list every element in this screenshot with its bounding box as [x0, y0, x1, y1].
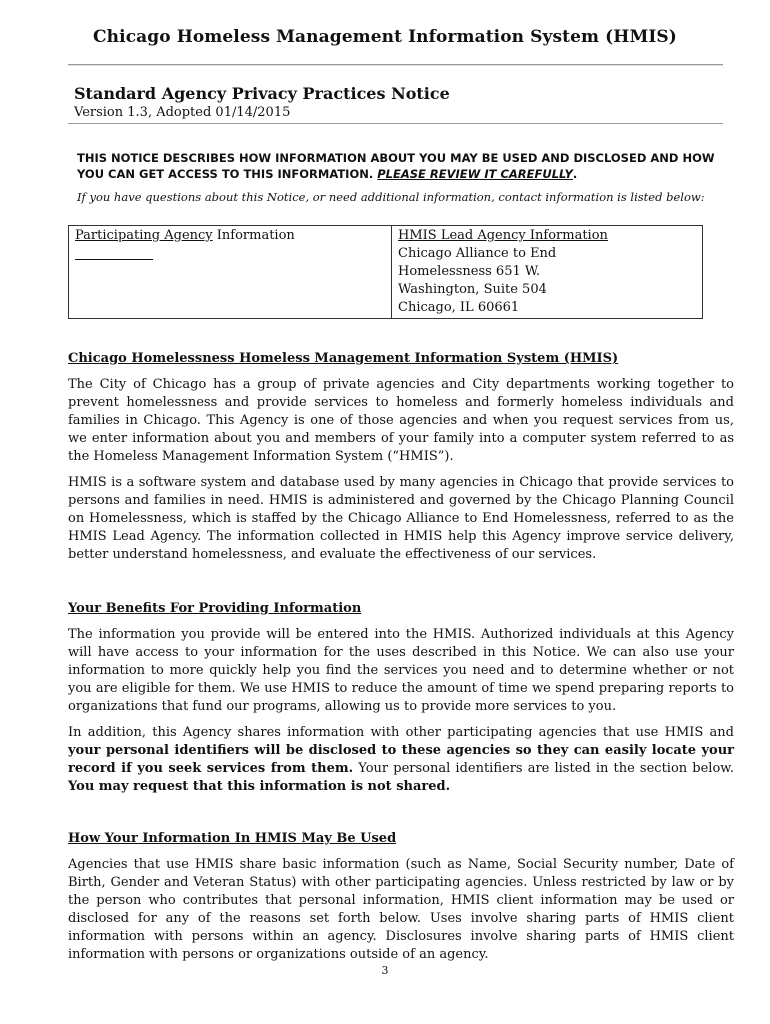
section-hmis-paragraph: HMIS is a software system and database used by many agencies in Chicago that provide services to persons and families in need. HMIS is administered and governed by the Chicago Planning Council on Homelessness, which is staffed by the Chicago Alliance to End Homelessness, referred to as the HMIS Lead Agency. The information collected in HMIS help this Agency improve service delivery, better understand homelessness, and evaluate the effectiveness of our services.: [68, 475, 734, 562]
version-divider: [68, 123, 723, 124]
notice-warning: [77, 150, 727, 182]
section-usage: [68, 830, 734, 964]
participating-agency-cell: [69, 226, 392, 319]
header-divider: [68, 64, 723, 66]
questions-note: If you have questions about this Notice, or need additional information, contact information is listed below:: [77, 190, 705, 204]
contact-info-table: [68, 225, 703, 319]
section-hmis-heading: Chicago Homelessness Homeless Management Information System (HMIS): [68, 351, 619, 366]
section-benefits-heading: Your Benefits For Providing Information: [68, 601, 362, 616]
section-benefits-paragraph: The information you provide will be entered into the HMIS. Authorized individuals at this Agency will have access to your information for the uses described in this Notice. We can also use your information to more quickly help you find the services you need and to determine whether or not you are eligible for them. We use HMIS to reduce the amount of time we spend preparing reports to organizations that fund our programs, allowing us to provide more services to you.: [68, 627, 734, 714]
benefits-bold-text: your personal identifiers will be disclosed to these agencies so they can easily locate your record if you seek services from them.: [68, 743, 734, 776]
section-benefits-paragraph: [68, 724, 734, 796]
lead-agency-line: Homelessness 651 W.: [398, 264, 541, 279]
lead-agency-heading: HMIS Lead Agency Information: [398, 228, 608, 243]
notice-version: Version 1.3, Adopted 01/14/2015: [74, 105, 291, 120]
benefits-text: In addition, this Agency shares information with other participating agencies that use HMIS and: [68, 725, 734, 740]
lead-agency-cell: [392, 226, 703, 319]
warning-emphasis: PLEASE REVIEW IT CAREFULLY: [377, 167, 573, 181]
section-usage-paragraph: Agencies that use HMIS share basic information (such as Name, Social Security number, Date of Birth, Gender and Veteran Status) with other participating agencies. Unless restricted by law or by the person who contributes that personal information, HMIS client information may be used or disclosed for any of the reasons set forth below. Uses involve sharing parts of HMIS client information with persons within an agency. Disclosures involve sharing parts of HMIS client information with persons or organizations outside of an agency.: [68, 857, 734, 962]
participating-agency-heading: Participating Agency: [75, 228, 213, 243]
lead-agency-line: Washington, Suite 504: [398, 282, 547, 297]
notice-title: Standard Agency Privacy Practices Notice: [74, 84, 450, 103]
benefits-text: Your personal identifiers are listed in the section below.: [353, 761, 734, 776]
warning-end: .: [572, 167, 578, 181]
benefits-bold-text: You may request that this information is not shared.: [68, 779, 451, 794]
lead-agency-line: Chicago Alliance to End: [398, 246, 557, 261]
participating-agency-heading-rest: Information: [212, 228, 295, 243]
participating-agency-blank-line: [75, 245, 153, 260]
lead-agency-line: Chicago, IL 60661: [398, 300, 520, 315]
page-number: 3: [381, 964, 389, 977]
section-usage-heading: How Your Information In HMIS May Be Used: [68, 831, 397, 846]
warning-text: THIS NOTICE DESCRIBES HOW INFORMATION ABOUT YOU MAY BE USED AND DISCLOSED AND HOW YOU CAN GET ACCESS TO THIS INFORMATION.: [77, 151, 715, 181]
document-header-title: Chicago Homeless Management Information System (HMIS): [93, 27, 677, 47]
section-hmis-paragraph: The City of Chicago has a group of private agencies and City departments working together to prevent homelessness and provide services to homeless and formerly homeless individuals and families in Chicago. This Agency is one of those agencies and when you request services from us, we enter information about you and members of your family into a computer system referred to as the Homeless Management Information System (“HMIS”).: [68, 377, 734, 464]
section-hmis: [68, 350, 734, 564]
section-benefits: [68, 600, 734, 796]
